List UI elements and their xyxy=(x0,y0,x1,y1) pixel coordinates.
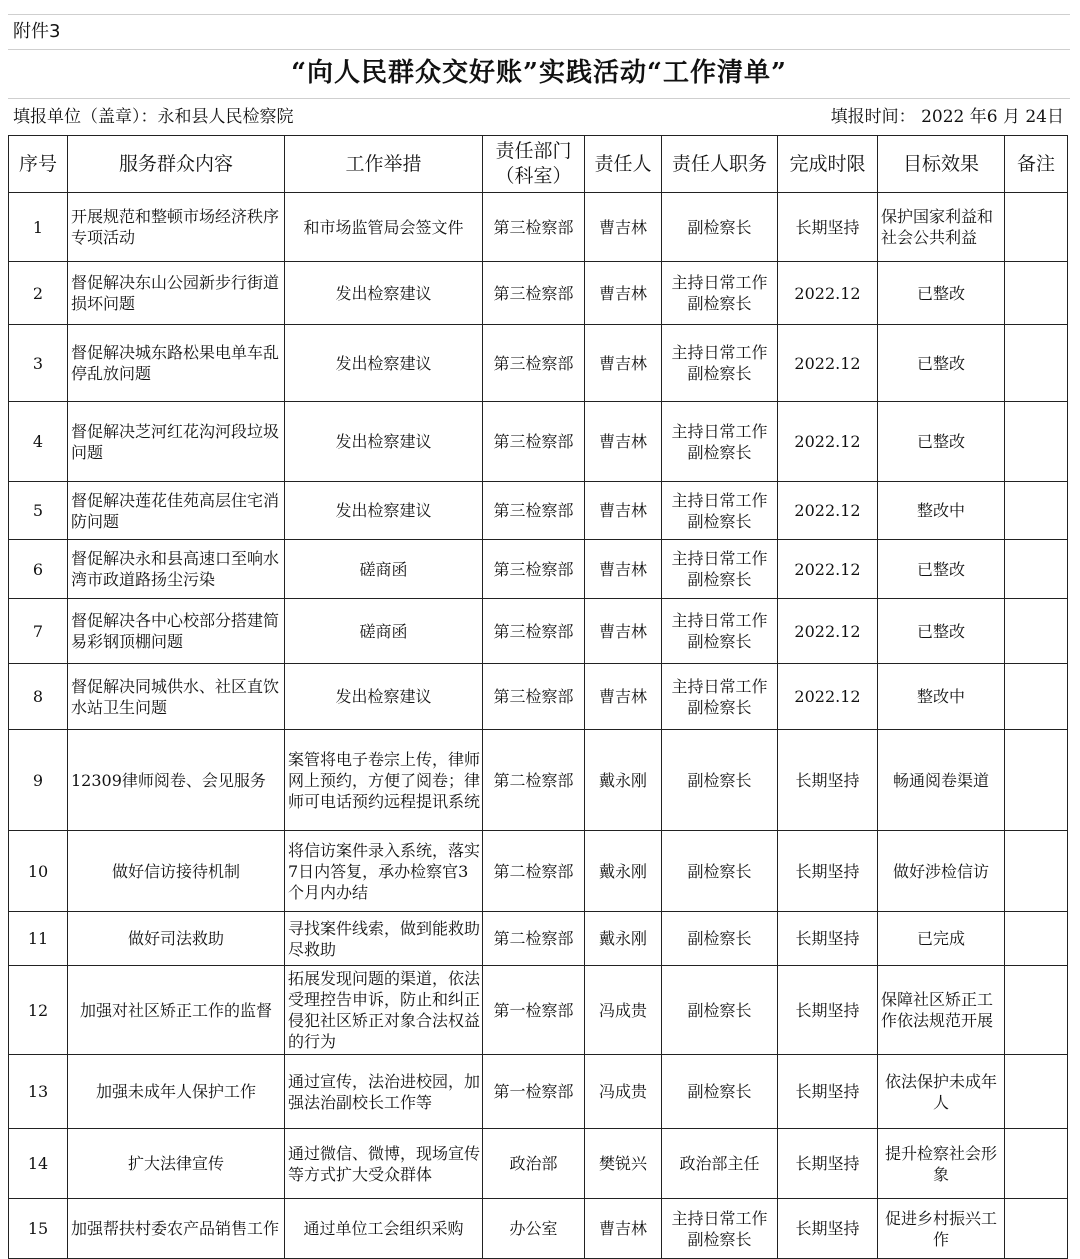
person-title-cell: 副检察长 xyxy=(662,831,778,912)
responsible-person-cell: 曹吉林 xyxy=(585,482,662,540)
person-title-cell: 副检察长 xyxy=(662,730,778,831)
table-row xyxy=(9,402,1068,482)
person-title-cell: 副检察长 xyxy=(662,1055,778,1129)
person-title-cell: 主持日常工作副检察长 xyxy=(662,482,778,540)
remark-cell xyxy=(1005,1055,1068,1129)
deadline-cell: 2022.12 xyxy=(778,262,878,325)
responsible-person-cell: 戴永刚 xyxy=(585,730,662,831)
responsible-dept-cell: 第二检察部 xyxy=(483,730,585,831)
responsible-person-cell: 戴永刚 xyxy=(585,831,662,912)
header-cell: 责任人 xyxy=(585,136,662,193)
responsible-person-cell: 曹吉林 xyxy=(585,540,662,599)
target-effect-cell: 保障社区矫正工作依法规范开展 xyxy=(878,966,1005,1055)
work-measure-cell: 发出检察建议 xyxy=(285,325,483,402)
person-title-cell: 主持日常工作副检察长 xyxy=(662,599,778,664)
deadline-cell: 长期坚持 xyxy=(778,193,878,262)
responsible-person-cell: 曹吉林 xyxy=(585,262,662,325)
header-row xyxy=(9,136,1068,193)
deadline-cell: 2022.12 xyxy=(778,325,878,402)
target-effect-cell: 整改中 xyxy=(878,482,1005,540)
row-number-cell: 14 xyxy=(9,1129,68,1199)
person-title-cell: 主持日常工作副检察长 xyxy=(662,540,778,599)
service-content-cell: 加强对社区矫正工作的监督 xyxy=(68,966,285,1055)
target-effect-cell: 已整改 xyxy=(878,402,1005,482)
header-cell: 责任部门（科室） xyxy=(483,136,585,193)
row-number-cell: 2 xyxy=(9,262,68,325)
row-number-cell: 3 xyxy=(9,325,68,402)
person-title-cell: 主持日常工作副检察长 xyxy=(662,1199,778,1259)
target-effect-cell: 已整改 xyxy=(878,262,1005,325)
work-measure-cell: 拓展发现问题的渠道，依法受理控告申诉，防止和纠正侵犯社区矫正对象合法权益的行为 xyxy=(285,966,483,1055)
service-content-cell: 扩大法律宣传 xyxy=(68,1129,285,1199)
responsible-person-cell: 樊锐兴 xyxy=(585,1129,662,1199)
row-number-cell: 8 xyxy=(9,664,68,730)
work-measure-cell: 通过宣传，法治进校园，加强法治副校长工作等 xyxy=(285,1055,483,1129)
responsible-person-cell: 曹吉林 xyxy=(585,193,662,262)
responsible-dept-cell: 第三检察部 xyxy=(483,540,585,599)
remark-cell xyxy=(1005,540,1068,599)
person-title-cell: 主持日常工作副检察长 xyxy=(662,402,778,482)
target-effect-cell: 已完成 xyxy=(878,912,1005,966)
deadline-cell: 2022.12 xyxy=(778,482,878,540)
responsible-dept-cell: 第一检察部 xyxy=(483,1055,585,1129)
responsible-dept-cell: 第二检察部 xyxy=(483,831,585,912)
row-number-cell: 13 xyxy=(9,1055,68,1129)
target-effect-cell: 已整改 xyxy=(878,540,1005,599)
work-measure-cell: 通过微信、微博，现场宣传等方式扩大受众群体 xyxy=(285,1129,483,1199)
header-cell: 备注 xyxy=(1005,136,1068,193)
deadline-cell: 长期坚持 xyxy=(778,831,878,912)
table-row xyxy=(9,262,1068,325)
responsible-person-cell: 曹吉林 xyxy=(585,599,662,664)
responsible-dept-cell: 办公室 xyxy=(483,1199,585,1259)
row-number-cell: 12 xyxy=(9,966,68,1055)
responsible-person-cell: 戴永刚 xyxy=(585,912,662,966)
target-effect-cell: 整改中 xyxy=(878,664,1005,730)
deadline-cell: 长期坚持 xyxy=(778,1199,878,1259)
responsible-dept-cell: 第三检察部 xyxy=(483,482,585,540)
service-content-cell: 督促解决同城供水、社区直饮水站卫生问题 xyxy=(68,664,285,730)
remark-cell xyxy=(1005,831,1068,912)
deadline-cell: 长期坚持 xyxy=(778,730,878,831)
remark-cell xyxy=(1005,912,1068,966)
responsible-dept-cell: 第三检察部 xyxy=(483,402,585,482)
row-number-cell: 15 xyxy=(9,1199,68,1259)
work-measure-cell: 案管将电子卷宗上传，律师网上预约，方便了阅卷；律师可电话预约远程提讯系统 xyxy=(285,730,483,831)
remark-cell xyxy=(1005,193,1068,262)
remark-cell xyxy=(1005,599,1068,664)
fill-unit: 填报单位（盖章）：永和县人民检察院 xyxy=(13,107,294,127)
row-number-cell: 5 xyxy=(9,482,68,540)
row-number-cell: 6 xyxy=(9,540,68,599)
work-measure-cell: 通过单位工会组织采购 xyxy=(285,1199,483,1259)
responsible-person-cell: 曹吉林 xyxy=(585,664,662,730)
work-measure-cell: 发出检察建议 xyxy=(285,664,483,730)
row-number-cell: 9 xyxy=(9,730,68,831)
work-measure-cell: 和市场监管局会签文件 xyxy=(285,193,483,262)
table-row xyxy=(9,482,1068,540)
remark-cell xyxy=(1005,1199,1068,1259)
fill-time: 填报时间： 2022 年6 月 24日 xyxy=(830,107,1064,127)
header-cell: 服务群众内容 xyxy=(68,136,285,193)
service-content-cell: 开展规范和整顿市场经济秩序专项活动 xyxy=(68,193,285,262)
table-row xyxy=(9,1199,1068,1259)
table-row xyxy=(9,912,1068,966)
service-content-cell: 督促解决莲花佳苑高层住宅消防问题 xyxy=(68,482,285,540)
service-content-cell: 加强未成年人保护工作 xyxy=(68,1055,285,1129)
header-cell: 完成时限 xyxy=(778,136,878,193)
row-number-cell: 1 xyxy=(9,193,68,262)
annex-label: 附件3 xyxy=(8,14,1070,50)
remark-cell xyxy=(1005,402,1068,482)
work-list-table xyxy=(8,135,1068,1259)
service-content-cell: 督促解决永和县高速口至响水湾市政道路扬尘污染 xyxy=(68,540,285,599)
remark-cell xyxy=(1005,664,1068,730)
work-measure-cell: 磋商函 xyxy=(285,540,483,599)
row-number-cell: 7 xyxy=(9,599,68,664)
target-effect-cell: 畅通阅卷渠道 xyxy=(878,730,1005,831)
responsible-person-cell: 冯成贵 xyxy=(585,966,662,1055)
remark-cell xyxy=(1005,966,1068,1055)
target-effect-cell: 保护国家利益和社会公共利益 xyxy=(878,193,1005,262)
header-cell: 目标效果 xyxy=(878,136,1005,193)
service-content-cell: 督促解决各中心校部分搭建简易彩钢顶棚问题 xyxy=(68,599,285,664)
person-title-cell: 政治部主任 xyxy=(662,1129,778,1199)
responsible-person-cell: 冯成贵 xyxy=(585,1055,662,1129)
row-number-cell: 11 xyxy=(9,912,68,966)
responsible-dept-cell: 第三检察部 xyxy=(483,664,585,730)
target-effect-cell: 提升检察社会形象 xyxy=(878,1129,1005,1199)
responsible-dept-cell: 第三检察部 xyxy=(483,262,585,325)
deadline-cell: 2022.12 xyxy=(778,402,878,482)
responsible-person-cell: 曹吉林 xyxy=(585,402,662,482)
table-row xyxy=(9,1055,1068,1129)
person-title-cell: 副检察长 xyxy=(662,193,778,262)
work-measure-cell: 发出检察建议 xyxy=(285,402,483,482)
responsible-dept-cell: 第三检察部 xyxy=(483,325,585,402)
work-measure-cell: 发出检察建议 xyxy=(285,482,483,540)
target-effect-cell: 已整改 xyxy=(878,599,1005,664)
responsible-person-cell: 曹吉林 xyxy=(585,1199,662,1259)
person-title-cell: 副检察长 xyxy=(662,966,778,1055)
table-row xyxy=(9,966,1068,1055)
deadline-cell: 2022.12 xyxy=(778,599,878,664)
work-measure-cell: 发出检察建议 xyxy=(285,262,483,325)
remark-cell xyxy=(1005,262,1068,325)
remark-cell xyxy=(1005,482,1068,540)
service-content-cell: 做好信访接待机制 xyxy=(68,831,285,912)
deadline-cell: 长期坚持 xyxy=(778,1129,878,1199)
responsible-person-cell: 曹吉林 xyxy=(585,325,662,402)
table-row xyxy=(9,831,1068,912)
header-cell: 工作举措 xyxy=(285,136,483,193)
row-number-cell: 10 xyxy=(9,831,68,912)
table-row xyxy=(9,540,1068,599)
table-row xyxy=(9,1129,1068,1199)
header-cell: 序号 xyxy=(9,136,68,193)
target-effect-cell: 依法保护未成年人 xyxy=(878,1055,1005,1129)
service-content-cell: 督促解决芝河红花沟河段垃圾问题 xyxy=(68,402,285,482)
deadline-cell: 长期坚持 xyxy=(778,912,878,966)
responsible-dept-cell: 政治部 xyxy=(483,1129,585,1199)
service-content-cell: 加强帮扶村委农产品销售工作 xyxy=(68,1199,285,1259)
responsible-dept-cell: 第一检察部 xyxy=(483,966,585,1055)
deadline-cell: 2022.12 xyxy=(778,664,878,730)
target-effect-cell: 已整改 xyxy=(878,325,1005,402)
table-row xyxy=(9,730,1068,831)
remark-cell xyxy=(1005,730,1068,831)
deadline-cell: 长期坚持 xyxy=(778,1055,878,1129)
service-content-cell: 督促解决城东路松果电单车乱停乱放问题 xyxy=(68,325,285,402)
service-content-cell: 督促解决东山公园新步行街道损坏问题 xyxy=(68,262,285,325)
table-row xyxy=(9,664,1068,730)
work-measure-cell: 将信访案件录入系统，落实7日内答复，承办检察官3个月内办结 xyxy=(285,831,483,912)
page-title: “向人民群众交好账”实践活动“工作清单” xyxy=(8,50,1070,99)
work-measure-cell: 磋商函 xyxy=(285,599,483,664)
deadline-cell: 2022.12 xyxy=(778,540,878,599)
target-effect-cell: 做好涉检信访 xyxy=(878,831,1005,912)
deadline-cell: 长期坚持 xyxy=(778,966,878,1055)
person-title-cell: 主持日常工作副检察长 xyxy=(662,325,778,402)
person-title-cell: 副检察长 xyxy=(662,912,778,966)
responsible-dept-cell: 第二检察部 xyxy=(483,912,585,966)
service-content-cell: 12309律师阅卷、会见服务 xyxy=(68,730,285,831)
fill-info-row xyxy=(8,99,1070,135)
person-title-cell: 主持日常工作副检察长 xyxy=(662,664,778,730)
person-title-cell: 主持日常工作副检察长 xyxy=(662,262,778,325)
table-row xyxy=(9,325,1068,402)
responsible-dept-cell: 第三检察部 xyxy=(483,193,585,262)
header-cell: 责任人职务 xyxy=(662,136,778,193)
service-content-cell: 做好司法救助 xyxy=(68,912,285,966)
row-number-cell: 4 xyxy=(9,402,68,482)
work-measure-cell: 寻找案件线索，做到能救助尽救助 xyxy=(285,912,483,966)
remark-cell xyxy=(1005,325,1068,402)
responsible-dept-cell: 第三检察部 xyxy=(483,599,585,664)
target-effect-cell: 促进乡村振兴工作 xyxy=(878,1199,1005,1259)
table-row xyxy=(9,599,1068,664)
worksheet xyxy=(8,14,1070,1259)
remark-cell xyxy=(1005,1129,1068,1199)
table-row xyxy=(9,193,1068,262)
